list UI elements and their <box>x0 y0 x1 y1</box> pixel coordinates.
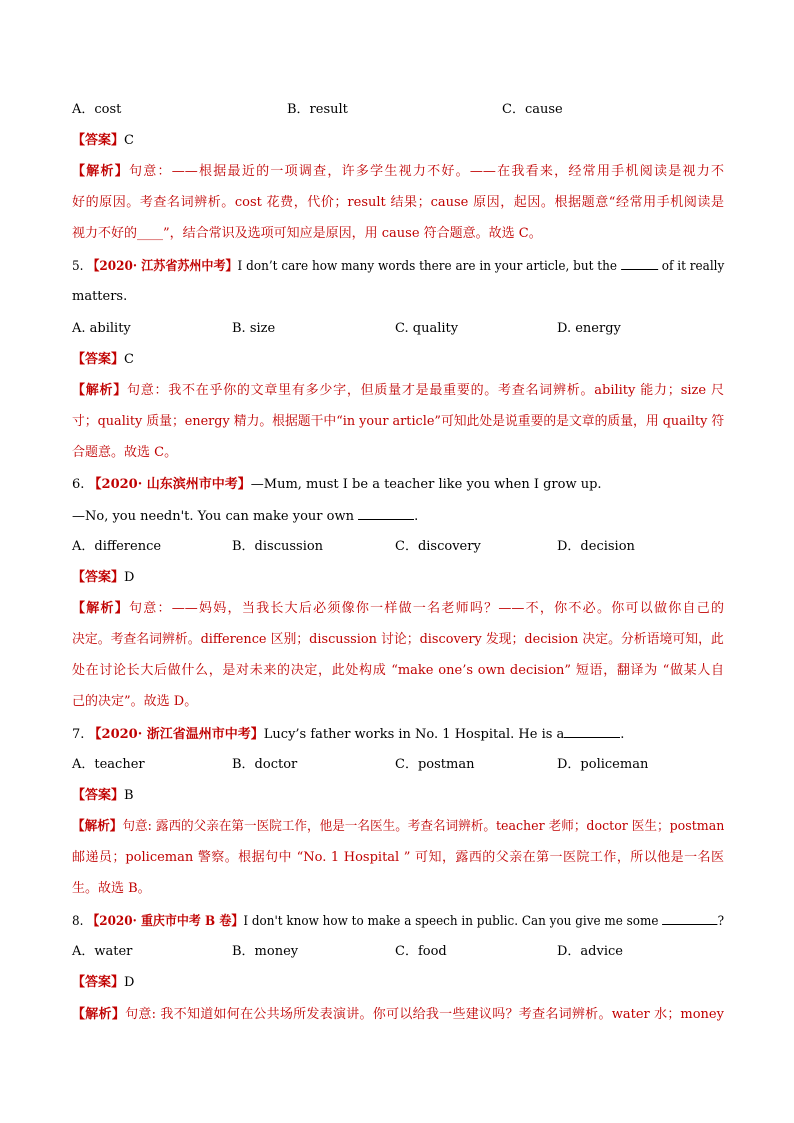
question-source: 【2020· 重庆市中考 B 卷】 <box>87 914 244 929</box>
q6-options <box>72 537 724 557</box>
answer-tag: 【答案】 <box>72 133 125 148</box>
analysis-tag: 【解析】 <box>72 1007 126 1022</box>
q5-analysis-line: 合题意。故选 C。 <box>72 445 178 460</box>
q8-analysis-line: 【解析】句意: 我不知道如何在公共场所发表演讲。你可以给我一些建议吗？考查名词辨析。water 水；money <box>72 1007 724 1022</box>
q4-answer <box>72 131 724 151</box>
q5-option-c: C. quality <box>395 321 459 336</box>
question-source: 【2020· 江苏省苏州中考】 <box>87 259 238 274</box>
answer-blank <box>621 256 658 270</box>
answer-value: B <box>124 788 134 803</box>
answer-tag: 【答案】 <box>72 570 125 585</box>
q6-analysis-line: 处在讨论长大后做什么，是对未来的决定，此处构成 “make one’s own decision” 短语，翻译为 “做某人自 <box>72 663 724 678</box>
q4-option-a: A．cost <box>72 102 122 117</box>
q5-stem-continued: matters. <box>72 289 128 304</box>
q7-analysis-line: 【解析】句意: 露西的父亲在第一医院工作，他是一名医生。考查名词辨析。teacher 老师；doctor 医生；postman <box>72 819 725 834</box>
q6-answer <box>72 568 724 588</box>
q6-analysis-line: 【解析】句意：——妈妈，当我长大后必须像你一样做一名老师吗？——不，你不必。你可以做你自己的 <box>72 601 724 616</box>
analysis-tag: 【解析】 <box>72 601 130 616</box>
answer-value: C <box>124 133 134 148</box>
answer-blank <box>662 911 717 925</box>
q5-option-a: A. ability <box>72 321 131 336</box>
analysis-tag: 【解析】 <box>72 819 123 834</box>
q7-option-c: C．postman <box>395 757 475 772</box>
q6-analysis-line: 决定。考查名词辨析。difference 区别；discussion 讨论；discovery 发现；decision 决定。分析语境可知，此 <box>72 632 724 647</box>
analysis-tag: 【解析】 <box>72 164 130 179</box>
question-number: 6. <box>72 477 85 492</box>
q8-option-b: B．money <box>232 944 299 959</box>
q5-option-d: D. energy <box>557 321 621 336</box>
answer-tag: 【答案】 <box>72 975 125 990</box>
q6-analysis-line: 己的决定”。故选 D。 <box>72 694 198 709</box>
question-source: 【2020· 浙江省温州市中考】 <box>88 727 264 742</box>
q5-stem: 5. 【2020· 江苏省苏州中考】I don’t care how many words there are in your article, but the of it really <box>72 256 676 277</box>
q4-analysis-line: 【解析】句意：——根据最近的一项调查，许多学生视力不好。——在我看来，经常用手机阅读是视力不 <box>72 164 724 179</box>
q7-stem: 7. 【2020· 浙江省温州市中考】Lucy’s father works in No. 1 Hospital. He is a . <box>72 724 724 745</box>
q6-option-a: A．difference <box>72 539 162 554</box>
answer-blank <box>358 506 414 520</box>
q5-analysis-line: 寸；quality 质量；energy 精力。根据题干中“in your article”可知此处是说重要的是文章的质量，用 quailty 符 <box>72 414 725 429</box>
answer-value: D <box>124 570 135 585</box>
question-number: 7. <box>72 727 85 742</box>
q6-stem-continued: —No, you needn't. You can make your own . <box>72 506 724 527</box>
q6-option-c: C．discovery <box>395 539 481 554</box>
q7-analysis-line: 生。故选 B。 <box>72 881 151 896</box>
q6-option-b: B．discussion <box>232 539 324 554</box>
q4-option-b: B．result <box>287 102 348 117</box>
answer-value: C <box>124 352 134 367</box>
q6-stem: 6. 【2020· 山东滨州市中考】—Mum, must I be a teacher like you when I grow up. <box>72 477 602 492</box>
q8-option-d: D．advice <box>557 944 623 959</box>
q5-option-b: B. size <box>232 321 276 336</box>
q8-option-c: C．food <box>395 944 447 959</box>
q7-answer <box>72 786 724 806</box>
q7-option-d: D．policeman <box>557 757 649 772</box>
answer-tag: 【答案】 <box>72 788 125 803</box>
q7-option-a: A．teacher <box>72 757 145 772</box>
q4-option-c: C．cause <box>502 102 563 117</box>
analysis-tag: 【解析】 <box>72 383 127 398</box>
q7-option-b: B．doctor <box>232 757 298 772</box>
question-number: 5. <box>72 259 84 274</box>
question-source: 【2020· 山东滨州市中考】 <box>88 477 251 492</box>
q4-options <box>72 100 724 120</box>
answer-value: D <box>124 975 135 990</box>
q4-analysis-line: 好的原因。考查名词辨析。cost 花费，代价；result 结果；cause 原因，起因。根据题意“经常用手机阅读是 <box>72 195 724 210</box>
q7-options <box>72 755 724 775</box>
q4-analysis-line: 视力不好的____”，结合常识及选项可知应是原因，用 cause 符合题意。故选 C。 <box>72 226 542 241</box>
answer-tag: 【答案】 <box>72 352 125 367</box>
question-number: 8. <box>72 914 84 929</box>
answer-blank <box>564 724 620 738</box>
q7-analysis-line: 邮递员；policeman 警察。根据句中 “No. 1 Hospital ” 可知，露西的父亲在第一医院工作，所以他是一名医 <box>72 850 724 865</box>
q5-options <box>72 319 724 339</box>
q8-answer <box>72 973 724 993</box>
q6-option-d: D．decision <box>557 539 635 554</box>
q8-option-a: A．water <box>72 944 133 959</box>
q8-options <box>72 942 724 962</box>
q5-analysis-line: 【解析】句意：我不在乎你的文章里有多少字，但质量才是最重要的。考查名词辨析。ability 能力；size 尺 <box>72 383 724 398</box>
q8-stem: 8. 【2020· 重庆市中考 B 卷】I don't know how to make a speech in public. Can you give me some ? <box>72 911 673 932</box>
q5-answer <box>72 350 724 370</box>
